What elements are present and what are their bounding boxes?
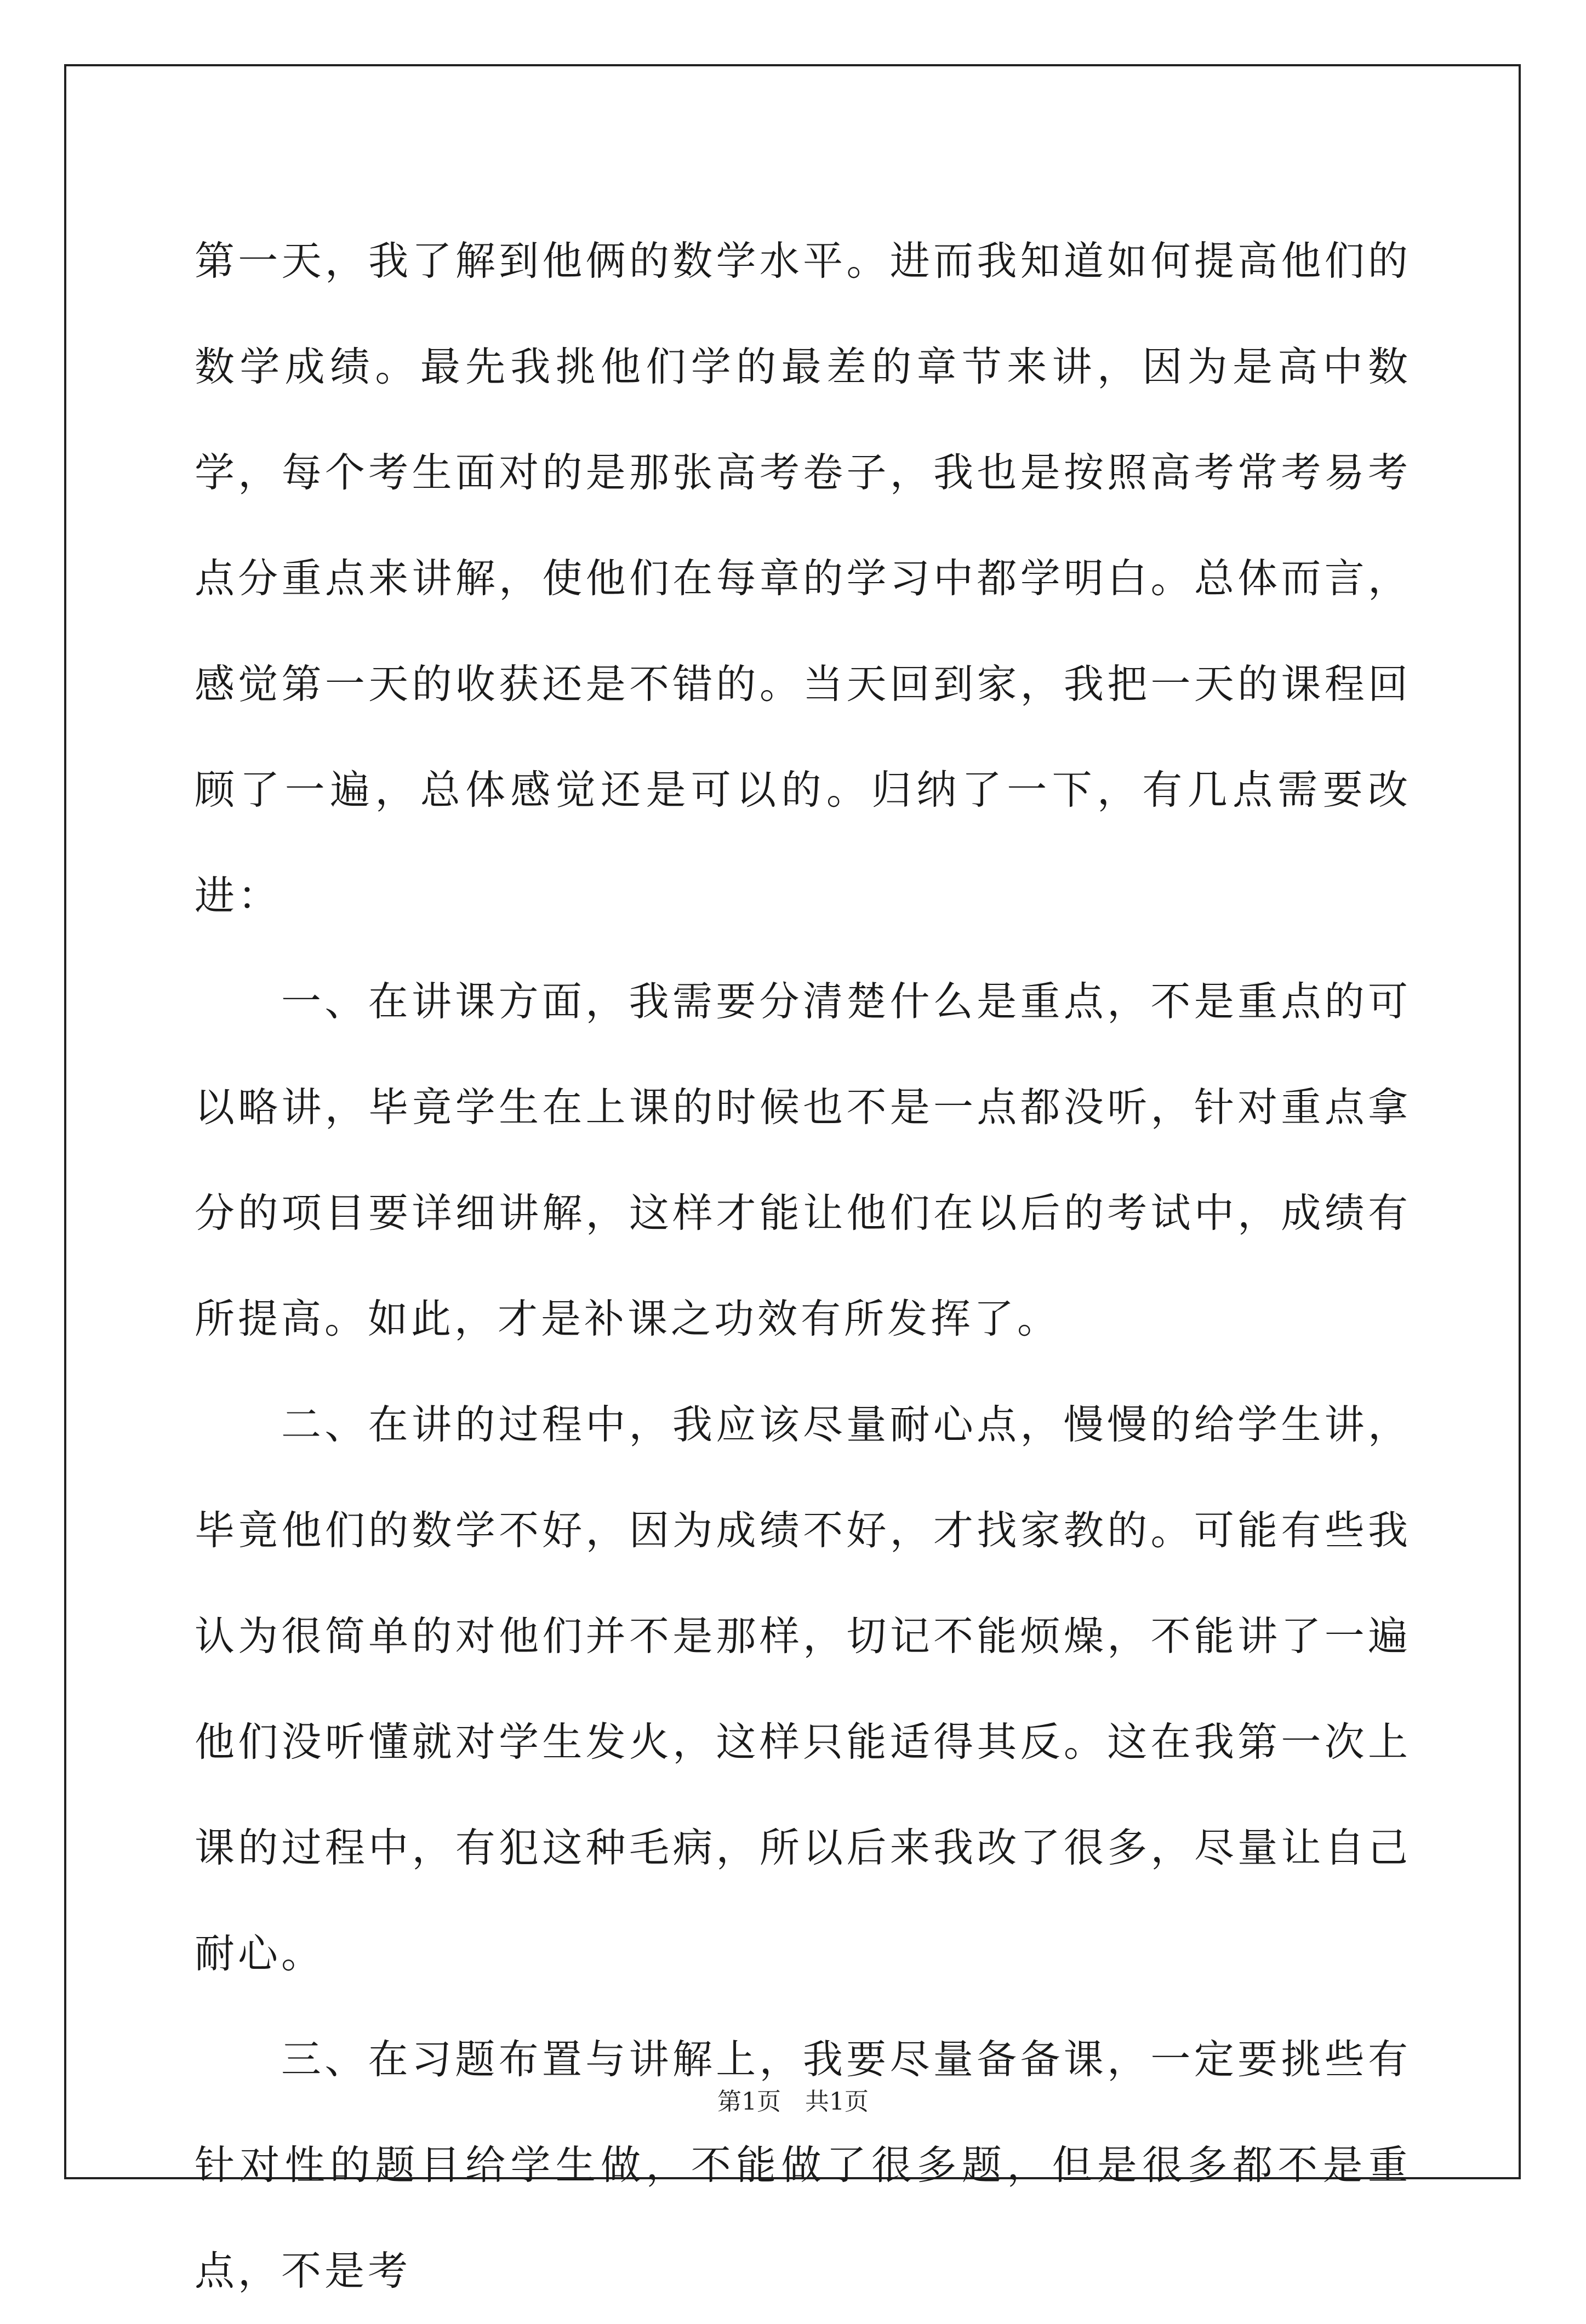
paragraph-point-three: 三、在习题布置与讲解上，我要尽量备备课，一定要挑些有针对性的题目给学生做，不能做了很多题，但是很多都不是重点，不是考 bbox=[195, 2036, 1411, 2294]
paragraph-intro: 第一天，我了解到他俩的数学水平。进而我知道如何提高他们的数学成绩。最先我挑他们学的最差的章节来讲，因为是高中数学，每个考生面对的是那张高考卷子，我也是按照高考常考易考点分重点来讲解，使他们在每章的学习中都学明白。总体而言，感觉第一天的收获还是不错的。当天回到家，我把一天的课程回顾了一遍，总体感觉还是可以的。归纳了一下，有几点需要改进： bbox=[195, 238, 1411, 919]
paragraph-point-one: 一、在讲课方面，我需要分清楚什么是重点，不是重点的可以略讲，毕竟学生在上课的时候也不是一点都没听，针对重点拿分的项目要详细讲解，这样才能让他们在以后的考试中，成绩有所提高。如此，才是补课之功效有所发挥了。 bbox=[195, 978, 1411, 1342]
page-number-footer: 第1页 共1页 bbox=[717, 2088, 869, 2116]
paragraph-point-two: 二、在讲的过程中，我应该尽量耐心点，慢慢的给学生讲，毕竟他们的数学不好，因为成绩不好，才找家教的。可能有些我认为很简单的对他们并不是那样，切记不能烦燥，不能讲了一遍他们没听懂就对学生发火，这样只能适得其反。这在我第一次上课的过程中，有犯这种毛病，所以后来我改了很多，尽量让自己耐心。 bbox=[195, 1402, 1411, 1977]
document-body bbox=[195, 208, 1411, 2324]
